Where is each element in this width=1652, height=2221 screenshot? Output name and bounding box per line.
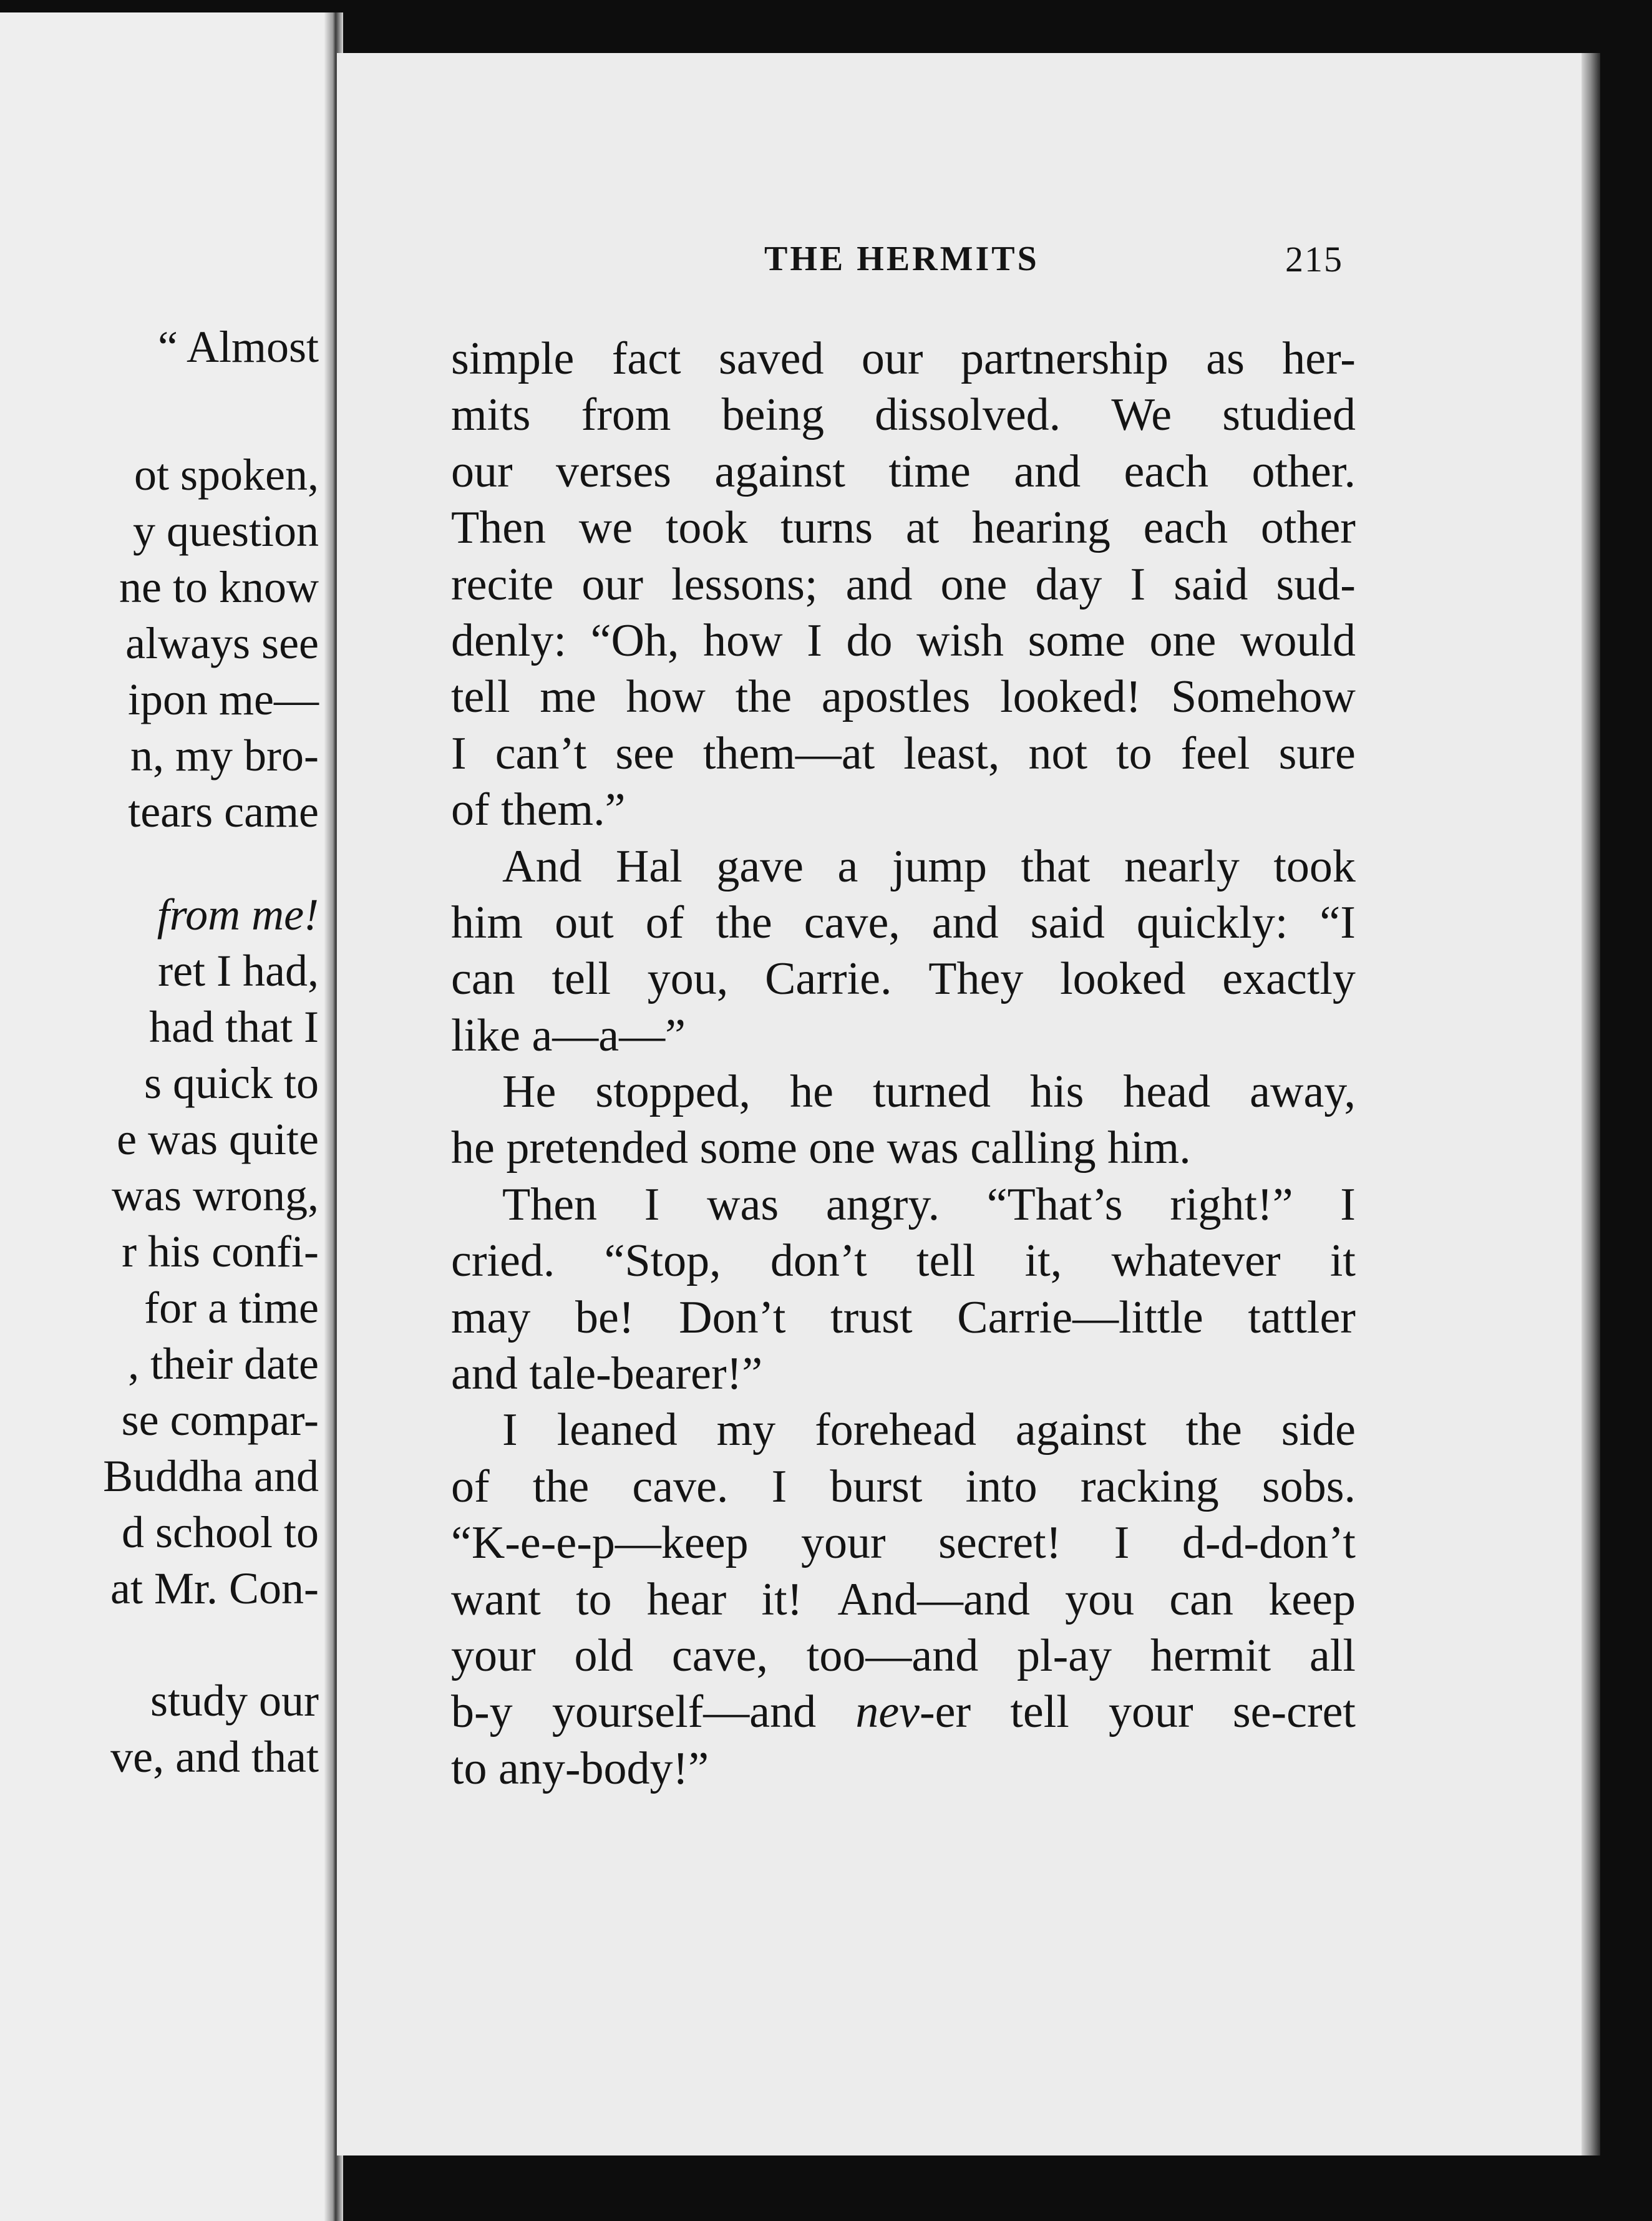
left-line: tears came (128, 787, 319, 837)
text-line: Then I was angry. “That’s right!” I (502, 1179, 1356, 1230)
left-line: always see (125, 618, 319, 668)
body-text (451, 331, 1356, 1797)
text-line: of them.” (451, 784, 626, 836)
text-line: to any-body!” (451, 1742, 709, 1794)
text-line: want to hear it! And—and you can keep (451, 1573, 1356, 1625)
book-page (337, 53, 1582, 2155)
left-line: at Mr. Con- (110, 1563, 319, 1613)
left-line: , their date (128, 1339, 319, 1389)
text-line: tell me how the apostles looked! Somehow (451, 671, 1356, 723)
text-line: He stopped, he turned his head away, (502, 1066, 1356, 1118)
text-line: our verses against time and each other. (451, 445, 1356, 497)
text-line: simple fact saved our partnership as her- (451, 333, 1356, 384)
text-line: I can’t see them—at least, not to feel sure (451, 727, 1356, 779)
text-line: him out of the cave, and said quickly: “I (451, 897, 1356, 948)
text-line: like a—a—” (451, 1009, 686, 1061)
left-line: for a time (144, 1283, 319, 1333)
left-line: d school to (122, 1507, 319, 1557)
running-head (337, 241, 1582, 285)
left-line: ret I had, (158, 946, 319, 996)
text-line: recite our lessons; and one day I said sud- (451, 558, 1356, 610)
text-line: And Hal gave a jump that nearly took (502, 840, 1356, 892)
text-line: may be! Don’t trust Carrie—little tattler (451, 1291, 1356, 1343)
left-line: y question (133, 506, 319, 556)
left-line: r his confi- (122, 1227, 319, 1276)
text-line: can tell you, Carrie. They looked exactly (451, 953, 1356, 1005)
left-line: ve, and that (110, 1732, 319, 1782)
text-line: he pretended some one was calling him. (451, 1122, 1191, 1174)
text-line: your old cave, too—and pl-ay hermit all (451, 1630, 1356, 1681)
left-line: s quick to (144, 1058, 319, 1108)
left-line: had that I (149, 1002, 319, 1052)
text-line: and tale-bearer!” (451, 1348, 763, 1400)
left-line: ot spoken, (134, 450, 319, 500)
text-line: “K-e-e-p—keep your secret! I d-d-don’t (451, 1517, 1356, 1569)
page-number: 215 (1285, 239, 1343, 279)
text-line: cried. “Stop, don’t tell it, whatever it (451, 1235, 1356, 1287)
left-line: “ Almost (157, 322, 319, 372)
text-line: of the cave. I burst into racking sobs. (451, 1460, 1356, 1512)
running-title: THE HERMITS (764, 240, 1039, 278)
previous-page-fragment (0, 12, 334, 2221)
text-line: denly: “Oh, how I do wish some one would (451, 615, 1356, 666)
left-line: n, my bro- (130, 731, 319, 780)
left-line: from me! (157, 890, 319, 940)
left-line: ne to know (119, 562, 319, 612)
text-line: mits from being dissolved. We studied (451, 389, 1356, 441)
text-line: b-y yourself—and nev-er tell your se-cret (451, 1686, 1356, 1738)
left-line: ipon me— (128, 674, 319, 724)
left-line: Buddha and (103, 1451, 319, 1501)
left-line: study our (150, 1676, 319, 1726)
text-line: Then we took turns at hearing each other (451, 502, 1356, 554)
left-line: se compar- (121, 1395, 319, 1445)
page-edge (1582, 53, 1600, 2155)
text-line: I leaned my forehead against the side (502, 1404, 1356, 1456)
left-line: was wrong, (112, 1170, 319, 1220)
left-line: e was quite (117, 1114, 319, 1164)
